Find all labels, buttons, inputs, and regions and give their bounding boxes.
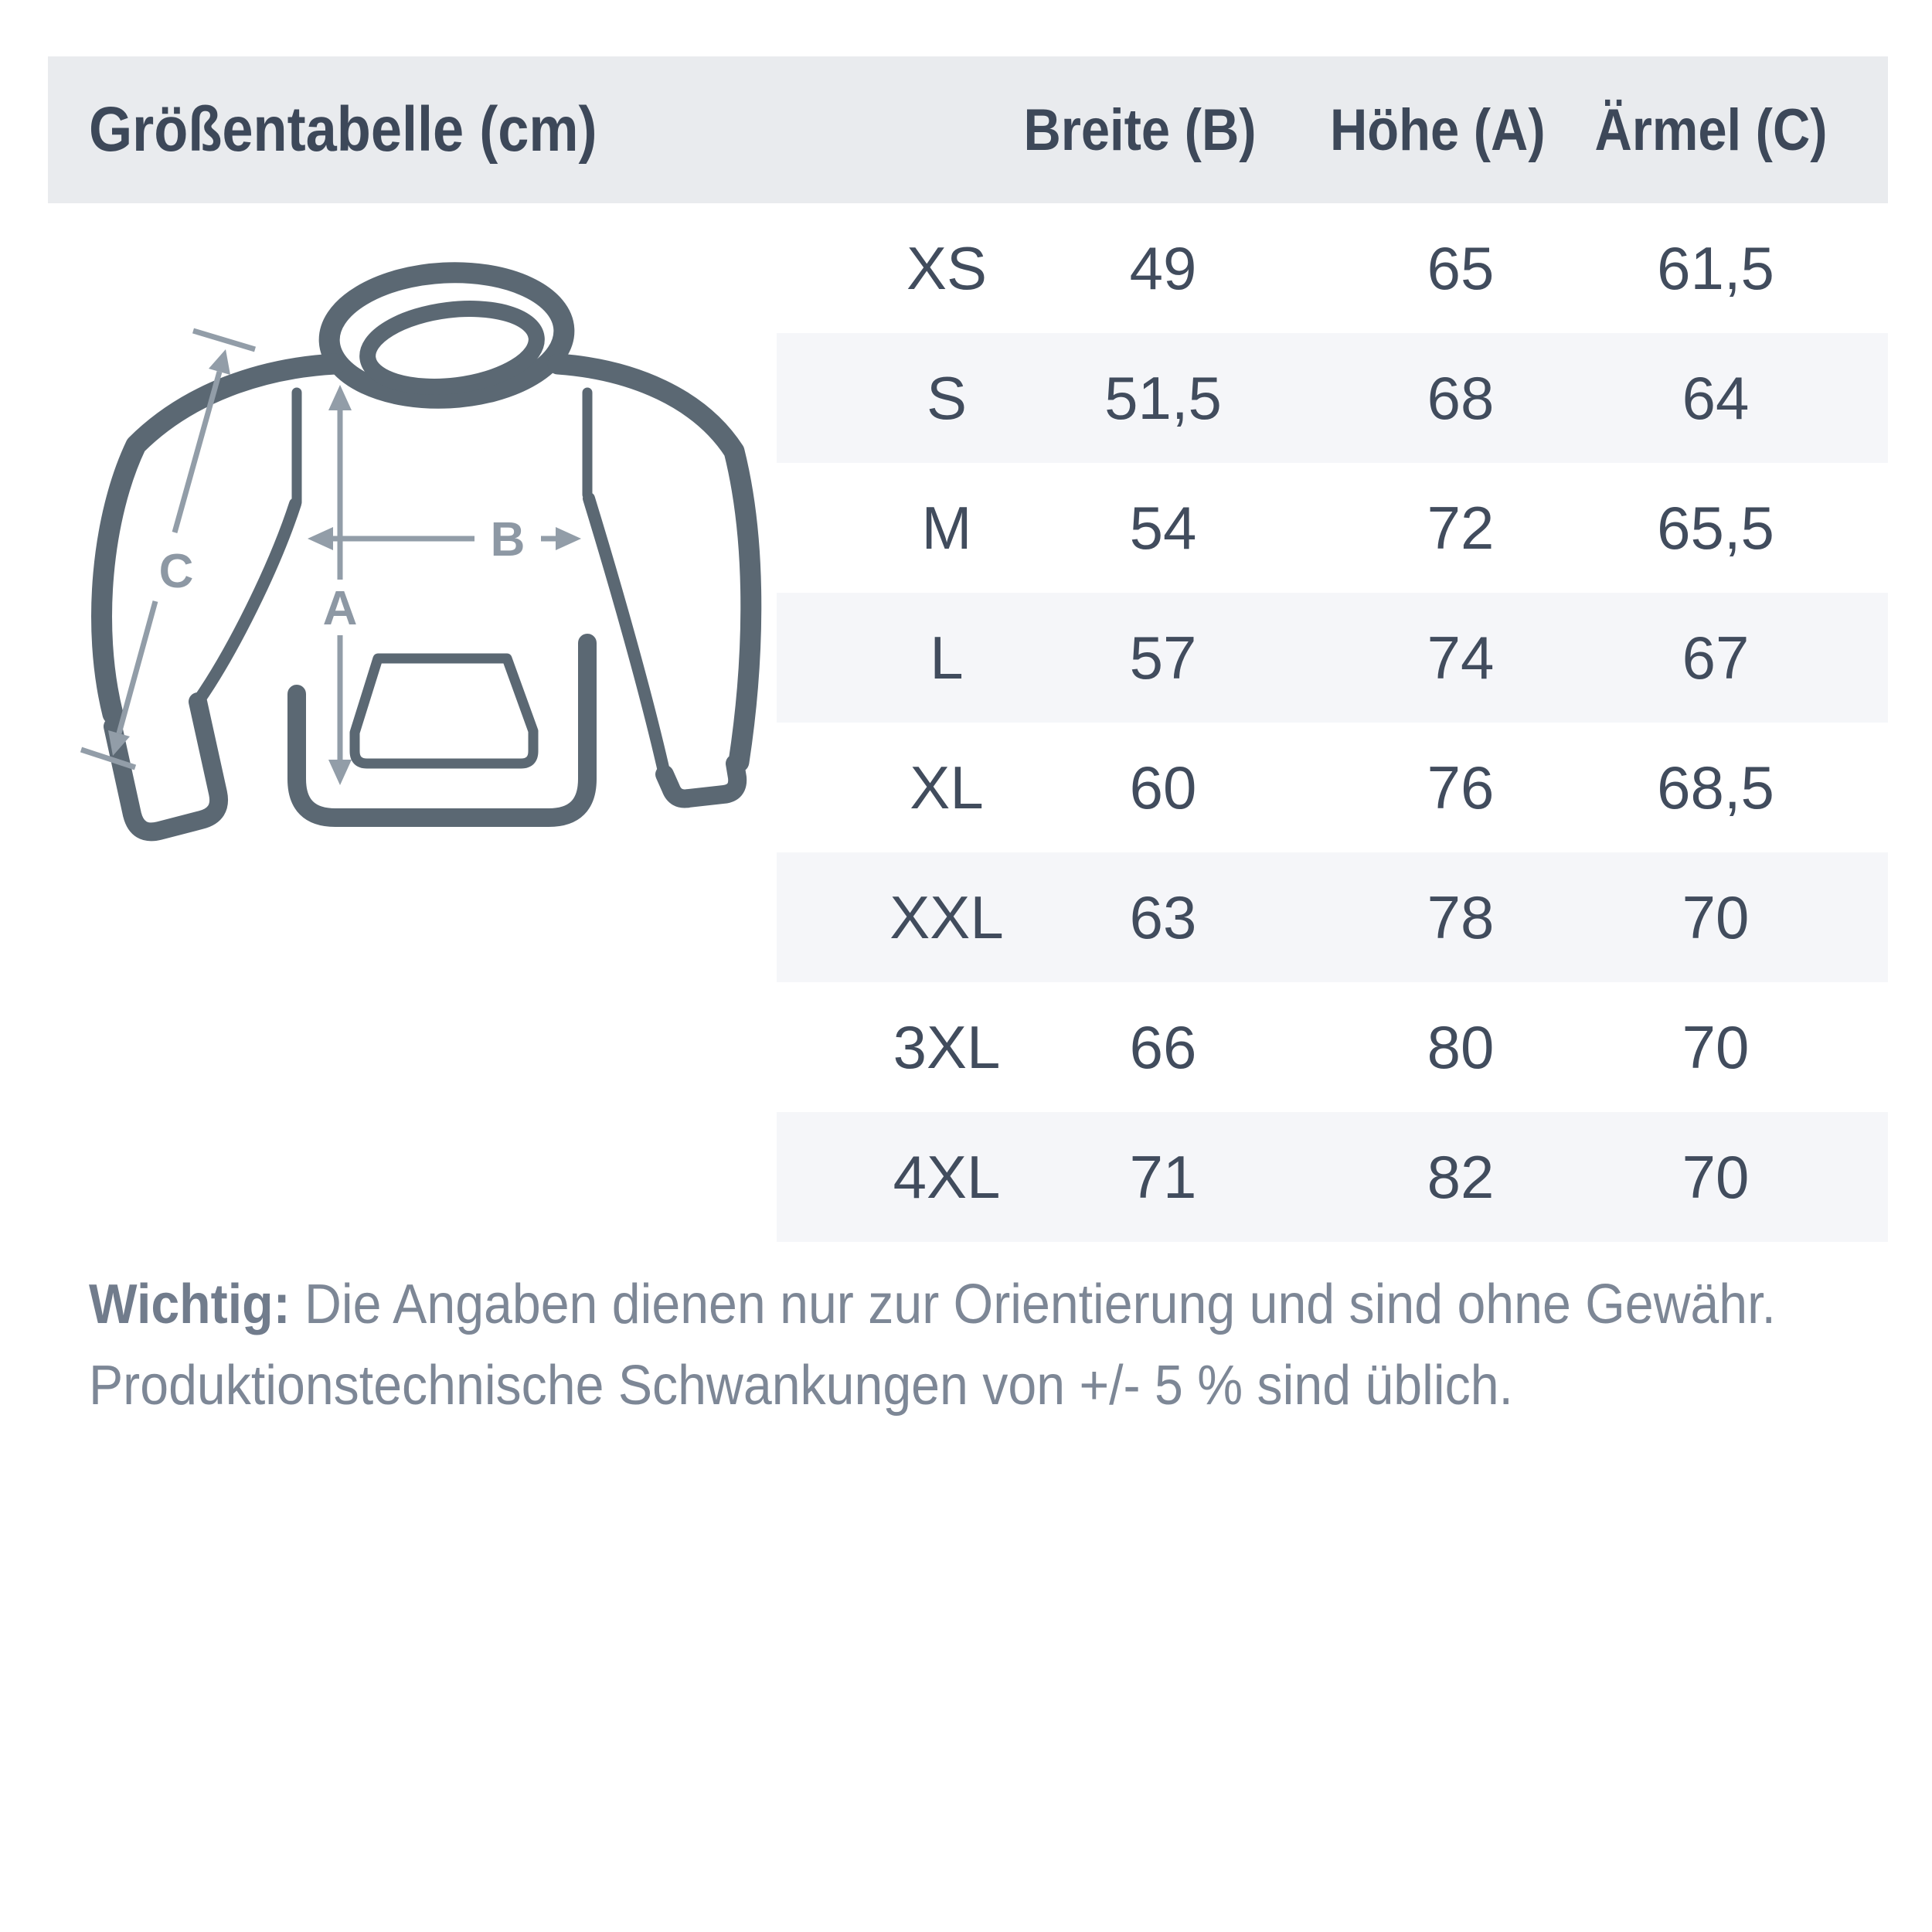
disclaimer-line-2: Produktionstechnische Schwankungen von +/- 5 % sind üblich. — [89, 1355, 1513, 1417]
table-row — [777, 1112, 1888, 1242]
breite-cell: 51,5 — [1104, 363, 1222, 432]
table-row — [777, 203, 1888, 333]
body-outline — [297, 393, 587, 818]
hoehe-cell: 68 — [1427, 363, 1495, 432]
table-row — [777, 852, 1888, 982]
aermel-cell: 68,5 — [1657, 753, 1774, 821]
arrow-c — [81, 331, 255, 767]
size-cell: XXL — [889, 883, 1004, 951]
hoehe-cell: 76 — [1427, 753, 1495, 821]
table-row — [777, 593, 1888, 723]
size-cell: S — [926, 363, 968, 432]
breite-cell: 49 — [1129, 233, 1197, 302]
aermel-cell: 64 — [1682, 363, 1750, 432]
size-table — [777, 203, 1888, 1242]
size-cell: M — [921, 493, 972, 562]
table-row — [777, 723, 1888, 852]
hoehe-cell: 80 — [1427, 1012, 1495, 1081]
size-cell: XS — [906, 233, 988, 302]
aermel-cell: 70 — [1682, 1142, 1750, 1211]
sleeve-right — [558, 364, 751, 798]
disclaimer-line-1: Wichtig: Die Angaben dienen nur zur Orientierung und sind ohne Gewähr. — [89, 1274, 1776, 1335]
disclaimer — [89, 1264, 1897, 1427]
page-title — [89, 56, 666, 203]
hood-outline — [326, 267, 567, 404]
size-cell: 4XL — [893, 1142, 1001, 1211]
disclaimer-bold: Wichtig: — [89, 1274, 291, 1335]
hoehe-cell: 72 — [1427, 493, 1495, 562]
aermel-cell: 67 — [1682, 623, 1750, 692]
size-cell: XL — [910, 753, 984, 821]
hoehe-cell: 65 — [1427, 233, 1495, 302]
header-bar — [48, 56, 1888, 203]
breite-cell: 54 — [1129, 493, 1197, 562]
table-row — [777, 463, 1888, 593]
column-header-hoehe: Höhe (A) — [1329, 97, 1546, 163]
hoehe-cell: 74 — [1427, 623, 1495, 692]
aermel-cell: 70 — [1682, 1012, 1750, 1081]
dimension-label-b: B — [490, 513, 526, 566]
pocket-outline — [355, 658, 533, 764]
table-row — [777, 982, 1888, 1112]
breite-cell: 60 — [1129, 753, 1197, 821]
breite-cell: 57 — [1129, 623, 1197, 692]
column-header-breite: Breite (B) — [1023, 97, 1257, 163]
hoehe-cell: 82 — [1427, 1142, 1495, 1211]
aermel-cell: 70 — [1682, 883, 1750, 951]
size-cell: 3XL — [893, 1012, 1001, 1081]
table-row — [777, 333, 1888, 463]
breite-cell: 63 — [1129, 883, 1197, 951]
sleeve-left — [102, 364, 335, 832]
page-title-text: Größentabelle (cm) — [89, 94, 597, 165]
arrow-b — [308, 527, 581, 550]
aermel-cell: 65,5 — [1657, 493, 1774, 562]
dimension-label-c: C — [158, 545, 194, 598]
aermel-cell: 61,5 — [1657, 233, 1774, 302]
column-header-aermel: Ärmel (C) — [1594, 97, 1828, 163]
size-cell: L — [930, 623, 964, 692]
breite-cell: 71 — [1129, 1142, 1197, 1211]
arrow-a — [328, 385, 352, 785]
breite-cell: 66 — [1129, 1012, 1197, 1081]
hoehe-cell: 78 — [1427, 883, 1495, 951]
dimension-label-a: A — [322, 582, 358, 635]
